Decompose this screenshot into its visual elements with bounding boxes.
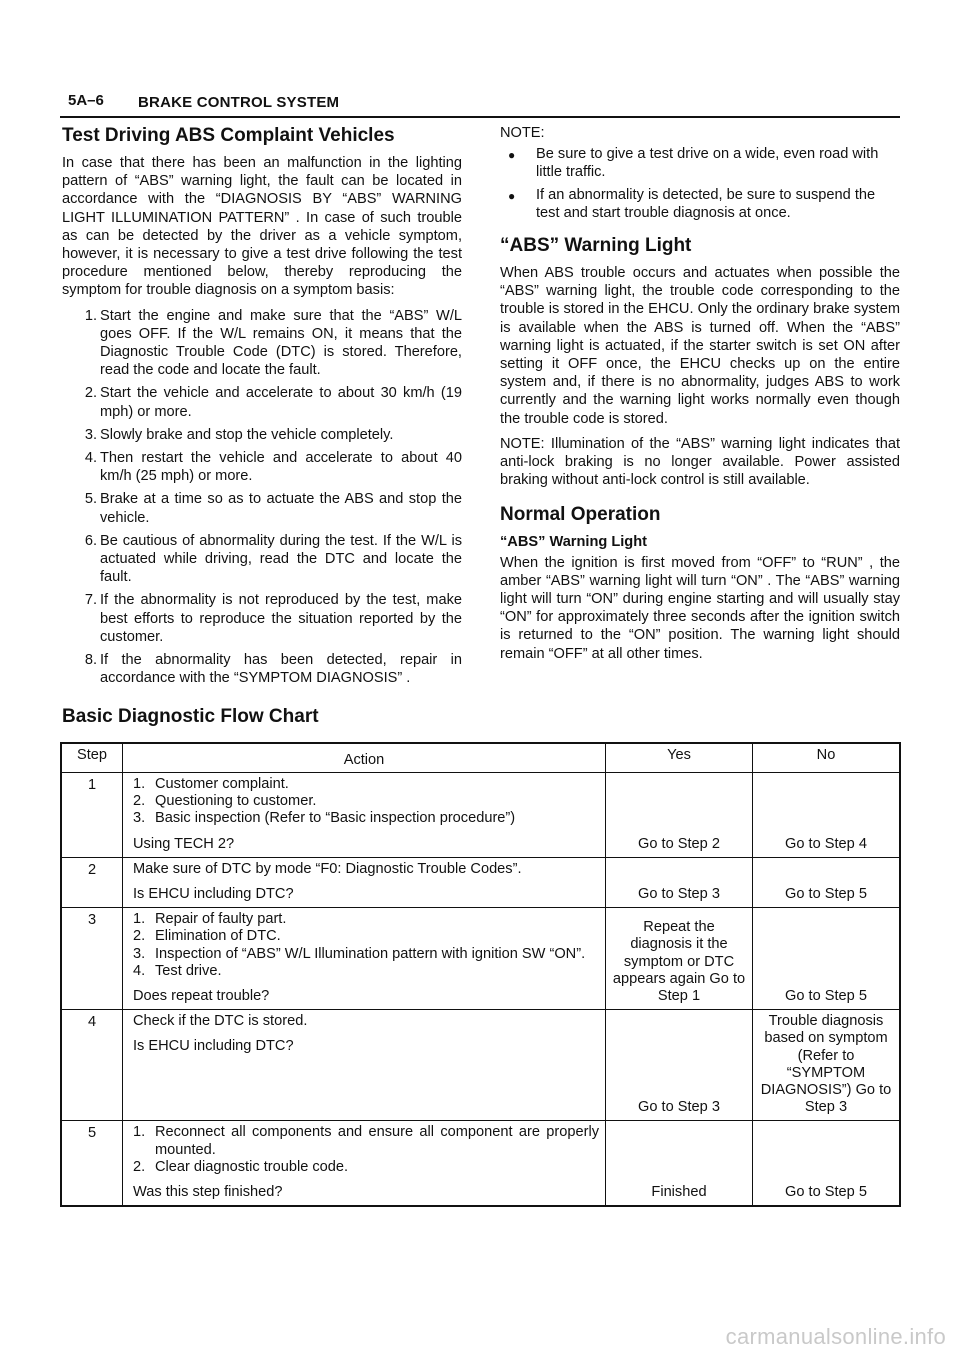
table-header-row <box>61 743 900 773</box>
step-number: 2 <box>61 857 123 907</box>
action-cell <box>123 773 606 858</box>
action-question: Was this step finished? <box>133 1184 283 1201</box>
table-row <box>61 908 900 1010</box>
action-cell <box>123 1010 606 1121</box>
yes-cell: Repeat the diagnosis it the symptom or DTC appears again Go to Step 1 <box>606 908 753 1010</box>
abs-note: NOTE: Illumination of the “ABS” warning light indicates that anti-lock braking is no longer available. Power assisted braking without anti-lock control is still available. <box>500 435 900 489</box>
list-item: 8. If the abnormality has been detected, repair in accordance with the “SYMPTOM DIAGNOSIS” . <box>84 652 462 687</box>
bullet-icon: ● <box>508 148 516 163</box>
yes-cell: Finished <box>606 1121 753 1206</box>
yes-cell: Go to Step 3 <box>606 1010 753 1121</box>
diagnostic-flow-table <box>60 742 901 1207</box>
list-item: 2. Questioning to customer. <box>133 793 317 810</box>
list-item: 1. Reconnect all components and ensure all component are properly mounted. <box>133 1124 599 1158</box>
list-item: 1. Repair of faulty part. <box>133 911 287 928</box>
action-question: Using TECH 2? <box>133 835 235 852</box>
yes-cell: Go to Step 3 <box>606 857 753 907</box>
abs-paragraph: When ABS trouble occurs and actuates when possible the “ABS” warning light, the trouble code corresponding to the trouble is stored in the EHCU. Only the ordinary brake system is available when the ABS is turned off. When the “ABS” warning light is actuated, if the starter switch is set ON after setting it OFF once, the EHCU checks up on the entire system and, if there is no abnormality, judges ABS to work currently and the warning light works normally even though the trouble code is stored. <box>500 265 900 427</box>
no-cell: Go to Step 5 <box>753 908 901 1010</box>
list-item: 3. Basic inspection (Refer to “Basic inspection procedure”) <box>133 810 516 827</box>
action-cell <box>123 857 606 907</box>
action-question: Does repeat trouble? <box>133 988 270 1005</box>
test-driving-heading: Test Driving ABS Complaint Vehicles <box>62 125 395 146</box>
note-label: NOTE: <box>500 125 545 141</box>
no-cell: Go to Step 4 <box>753 773 901 858</box>
right-column <box>500 124 900 670</box>
action-text: Make sure of DTC by mode “F0: Diagnostic Trouble Codes”. <box>133 860 522 877</box>
list-item: 5. Brake at a time so as to actuate the ABS and stop the vehicle. <box>84 491 462 526</box>
list-item: ● If an abnormality is detected, be sure to suspend the test and start trouble diagnosis at once. <box>500 186 900 222</box>
list-item: 1. Start the engine and make sure that the “ABS” W/L goes OFF. If the W/L remains ON, it means that the Diagnostic Trouble Code (DTC) is stored. Therefore, read the code and locate the fault. <box>84 307 462 379</box>
step-number: 4 <box>61 1010 123 1121</box>
test-steps-list <box>62 307 462 688</box>
list-item: 3. Inspection of “ABS” W/L Illumination pattern with ignition SW “ON”. <box>133 945 586 962</box>
flow-chart-heading: Basic Diagnostic Flow Chart <box>62 706 319 727</box>
column-header-action: Action <box>123 743 606 773</box>
no-cell: Go to Step 5 <box>753 1121 901 1206</box>
list-item: ● Be sure to give a test drive on a wide, even road with little traffic. <box>500 145 900 181</box>
normal-operation-heading: Normal Operation <box>500 504 661 526</box>
normal-operation-paragraph: When the ignition is first moved from “OFF” to “RUN” , the amber “ABS” warning light will turn “ON” . The “ABS” warning light will turn “ON” during engine starting and will usually stay “ON” for approximately three seconds after the ignition switch is returned to the “ON” position. The warning light should remain “OFF” at all other times. <box>500 554 900 662</box>
normal-operation-subheading: “ABS” Warning Light <box>500 534 647 551</box>
step-number: 1 <box>61 773 123 858</box>
list-item: 7. If the abnormality is not reproduced by the test, make best efforts to reproduce the situation reported by the customer. <box>84 592 462 645</box>
table-row <box>61 1010 900 1121</box>
action-text: Check if the DTC is stored. <box>133 1013 308 1030</box>
notes-list <box>500 145 900 222</box>
step-number: 3 <box>61 908 123 1010</box>
intro-paragraph: In case that there has been an malfunction in the lighting pattern of “ABS” warning light, the fault can be located in accordance with the “DIAGNOSIS BY “ABS” WARNING LIGHT ILLUMINATION PATTERN” . In case of such trouble as can be detected by the driver as a vehicle symptom, however, it is necessary to give a test drive following the test procedure mentioned below, thereby reproducing the symptom for trouble diagnosis on a symptom basis: <box>62 155 462 299</box>
list-item: 2. Start the vehicle and accelerate to about 30 km/h (19 mph) or more. <box>84 385 462 420</box>
list-item: 3. Slowly brake and stop the vehicle completely. <box>84 426 394 443</box>
column-header-step: Step <box>61 743 123 773</box>
table-row <box>61 1121 900 1206</box>
step-number: 5 <box>61 1121 123 1206</box>
abs-warning-light-heading: “ABS” Warning Light <box>500 235 692 257</box>
list-item: 1. Customer complaint. <box>133 776 289 792</box>
table-row <box>61 857 900 907</box>
action-cell <box>123 1121 606 1206</box>
left-column <box>62 124 462 692</box>
action-cell <box>123 908 606 1010</box>
list-item: 2. Elimination of DTC. <box>133 928 281 945</box>
watermark: carmanualsonline.info <box>725 1324 946 1349</box>
list-item: 4. Then restart the vehicle and accelerate to about 40 km/h (25 mph) or more. <box>84 450 462 485</box>
no-cell: Trouble diagnosis based on symptom (Refer to “SYMPTOM DIAGNOSIS”) Go to Step 3 <box>753 1010 901 1121</box>
no-cell: Go to Step 5 <box>753 857 901 907</box>
list-item: 2. Clear diagnostic trouble code. <box>133 1158 349 1175</box>
page-number: 5A–6 <box>68 92 104 109</box>
action-question: Is EHCU including DTC? <box>133 1038 294 1055</box>
list-item: 6. Be cautious of abnormality during the test. If the W/L is actuated while driving, read the DTC and locate the fault. <box>84 532 462 586</box>
bullet-icon: ● <box>508 188 516 203</box>
section-title: BRAKE CONTROL SYSTEM <box>138 94 340 111</box>
list-item: 4. Test drive. <box>133 962 222 979</box>
table-row <box>61 773 900 858</box>
action-question: Is EHCU including DTC? <box>133 886 294 903</box>
column-header-no: No <box>753 743 901 773</box>
page-header <box>60 90 900 118</box>
column-header-yes: Yes <box>606 743 753 773</box>
yes-cell: Go to Step 2 <box>606 773 753 858</box>
